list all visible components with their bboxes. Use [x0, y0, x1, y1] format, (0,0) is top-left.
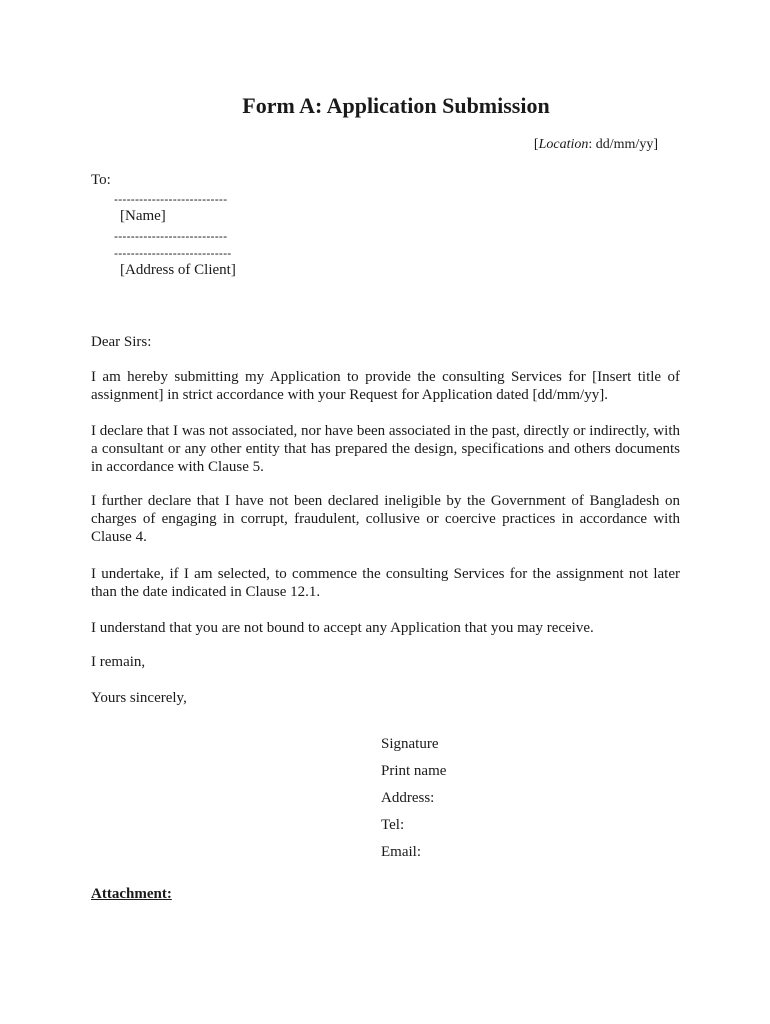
signature-block	[381, 735, 446, 870]
form-title: Form A: Application Submission	[242, 93, 550, 118]
paragraph-acceptance: I understand that you are not bound to accept any Application that you may receive.	[91, 620, 594, 636]
address-label: Address:	[381, 790, 435, 806]
paragraph-declaration-eligibility: I further declare that I have not been declared ineligible by the Government of Bangladesh on charges of engaging in corrupt, fraudulent, collusive or coercive practices in accordance with Clause 4.	[91, 493, 680, 545]
paragraph-submission: I am hereby submitting my Application to provide the consulting Services for [Insert title of assignment] in strict accordance with your Request for Application dated [dd/mm/yy].	[91, 369, 680, 403]
date-open-bracket: [	[533, 137, 539, 152]
recipient-dash-line-1: ---------------------------	[114, 192, 228, 206]
paragraph-undertaking: I undertake, if I am selected, to commence the consulting Services for the assignment not later than the date indicated in Clause 12.1.	[91, 566, 680, 600]
closing-line: Yours sincerely,	[91, 690, 187, 706]
print-name-label: Print name	[381, 763, 447, 779]
paragraph-declaration-association: I declare that I was not associated, nor have been associated in the past, directly or indirectly, with a consultant or any other entity that has prepared the design, specifications and others documents in accordance with Clause 5.	[91, 423, 680, 475]
address-placeholder: [Address of Client]	[120, 262, 236, 278]
salutation: Dear Sirs:	[91, 334, 152, 350]
date-placeholder: : dd/mm/yy]	[588, 137, 658, 152]
attachment-heading: Attachment:	[91, 886, 172, 902]
email-label: Email:	[381, 844, 421, 860]
recipient-dash-line-3: ----------------------------	[114, 246, 232, 260]
location-date-line	[0, 137, 658, 153]
tel-label: Tel:	[381, 817, 405, 833]
name-placeholder: [Name]	[120, 208, 166, 224]
remain-line: I remain,	[91, 654, 146, 670]
recipient-dash-line-2: ---------------------------	[114, 229, 228, 243]
signature-label: Signature	[381, 736, 439, 752]
to-label: To:	[91, 172, 111, 188]
location-placeholder: Location	[538, 137, 589, 152]
